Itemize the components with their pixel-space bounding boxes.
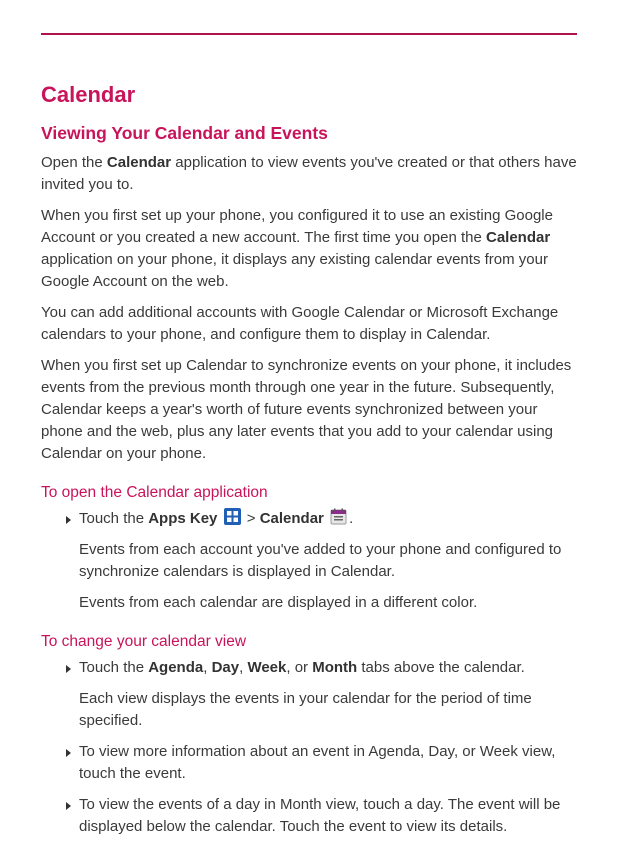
paragraph-google-account: When you first set up your phone, you configured it to use an existing Google Account or you created a new account. The first time you open the Calendar application on your phone, it displays any existing calendar events from your Google Account on the web.: [41, 207, 553, 290]
page-content: [41, 82, 581, 847]
open-calendar-step: Touch the Apps Key > Calendar .: [41, 508, 581, 530]
apps-grid-icon: [224, 508, 241, 525]
section-title: Calendar: [41, 82, 136, 107]
change-view-section: [41, 631, 581, 838]
bullet-arrow-icon: [66, 665, 71, 673]
calendar-app-icon: [330, 508, 347, 525]
open-calendar-section: [41, 482, 581, 614]
paragraph-open-calendar: Open the Calendar application to view events you've created or that others have invited you to.: [41, 154, 577, 193]
paragraph-additional-accounts: You can add additional accounts with Google Calendar or Microsoft Exchange calendars to your phone, and configure them to display in Calendar.: [41, 304, 559, 343]
open-calendar-note-accounts: Events from each account you've added to your phone and configured to synchronize calendars is displayed in Calendar.: [79, 541, 562, 580]
change-view-step-tabs: Touch the Agenda, Day, Week, or Month tabs above the calendar.: [41, 657, 581, 679]
bullet-arrow-icon: [66, 802, 71, 810]
open-calendar-note-colors: Events from each calendar are displayed in a different color.: [79, 594, 478, 611]
change-view-note: Each view displays the events in your calendar for the period of time specified.: [79, 690, 532, 729]
subsection-title: Viewing Your Calendar and Events: [41, 123, 328, 143]
paragraph-synchronize: When you first set up Calendar to synchronize events on your phone, it includes events from the previous month through one year in the future. Subsequently, Calendar keeps a year's worth of future events synchronized between your phone and the web, plus any later events that you add to your calendar using Calendar on your phone.: [41, 357, 572, 462]
change-view-step-month: To view the events of a day in Month view, touch a day. The event will be displayed below the calendar. Touch the event to view its details.: [41, 794, 581, 838]
change-view-step-event: To view more information about an event in Agenda, Day, or Week view, touch the event.: [41, 741, 581, 785]
bullet-arrow-icon: [66, 749, 71, 757]
open-calendar-heading: To open the Calendar application: [41, 484, 268, 501]
bullet-arrow-icon: [66, 516, 71, 524]
change-view-heading: To change your calendar view: [41, 633, 247, 650]
header-rule: [41, 33, 577, 35]
